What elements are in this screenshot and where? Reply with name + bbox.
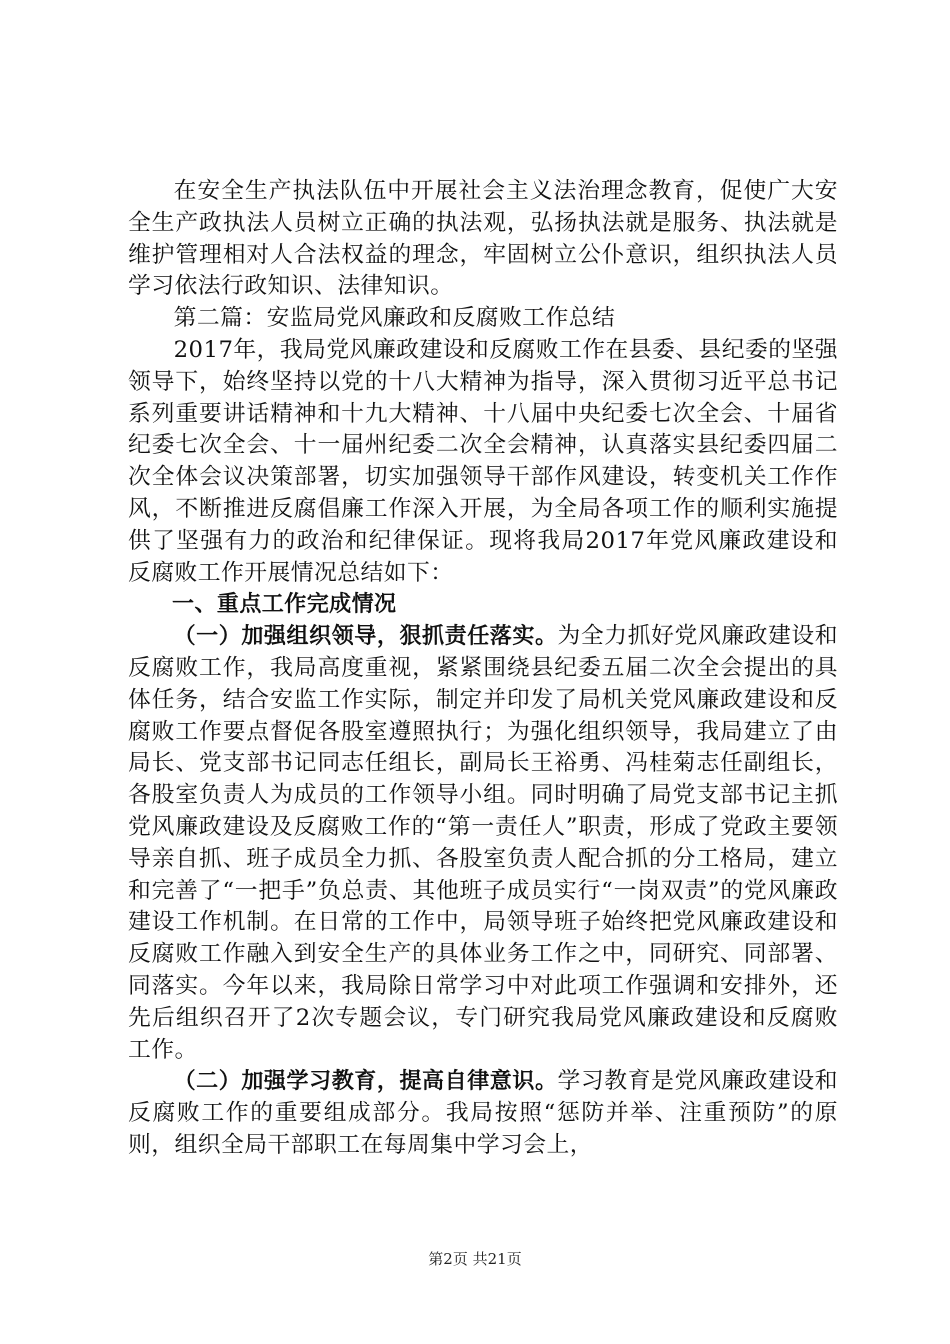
lead-organization: （一）加强组织领导，狠抓责任落实。 [173,624,558,650]
document-body [128,176,838,1162]
lead-education: （二）加强学习教育，提高自律意识。 [173,1069,558,1095]
section-title: 第二篇：安监局党风廉政和反腐败工作总结 [173,305,616,332]
paragraph-intro: 2017年，我局党风廉政建设和反腐败工作在县委、县纪委的坚强领导下，始终坚持以党的十八大精神为指导，深入贯彻习近平总书记系列重要讲话精神和十九大精神、十八届中央纪委七次全会、十届省纪委七次全会、十一届州纪委二次全会精神，认真落实县纪委四届二次全体会议决策部署，切实加强领导干部作风建设，转变机关工作作风，不断推进反腐倡廉工作深入开展，为全局各项工作的顺利实施提供了坚强有力的政治和纪律保证。现将我局2017年党风廉政建设和反腐败工作开展情况总结如下： [128,336,838,586]
paragraph-education [128,1066,838,1161]
body-organization: 为全力抓好党风廉政建设和反腐败工作，我局高度重视，紧紧围绕县纪委五届二次全会提出的具体任务，结合安监工作实际，制定并印发了局机关党风廉政建设和反腐败工作要点督促各股室遵照执行；为强化组织领导，我局建立了由局长、党支部书记同志任组长，副局长王裕勇、冯桂菊志任副组长，各股室负责人为成员的工作领导小组。同时明确了局党支部书记主抓党风廉政建设及反腐败工作的“第一责任人”职责，形成了党政主要领导亲自抓、班子成员全力抓、各股室负责人配合抓的分工格局，建立和完善了“一把手”负总责、其他班子成员实行“一岗双责”的党风廉政建设工作机制。在日常的工作中，局领导班子始终把党风廉政建设和反腐败工作融入到安全生产的具体业务工作之中，同研究、同部署、同落实。今年以来，我局除日常学习中对此项工作强调和安排外，还先后组织召开了2次专题会议，专门研究我局党风廉政建设和反腐败工作。 [128,623,838,1063]
paragraph-organization [128,621,838,1066]
page-footer: 第2页 共21页 [428,1250,522,1268]
paragraph-rule-of-law: 在安全生产执法队伍中开展社会主义法治理念教育，促使广大安全生产政执法人员树立正确的执法观，弘扬执法就是服务、执法就是维护管理相对人合法权益的理念，牢固树立公仆意识，组织执法人员学习依法行政知识、法律知识。 [128,178,838,300]
heading-key-work: 一、重点工作完成情况 [172,592,397,618]
body-education: 学习教育是党风廉政建设和反腐败工作的重要组成部分。我局按照“惩防并举、注重预防”的原则，组织全局干部职工在每周集中学习会上， [128,1068,838,1158]
